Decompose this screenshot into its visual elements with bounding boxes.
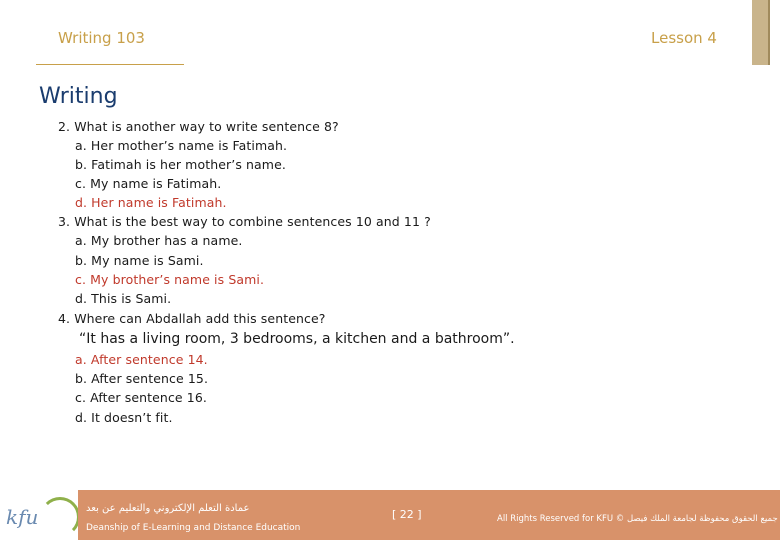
question-2-prompt: 2. What is another way to write sentence 8? xyxy=(58,119,339,134)
question-4-option-b: b. After sentence 15. xyxy=(75,371,209,386)
question-4-option-a-correct: a. After sentence 14. xyxy=(75,352,208,367)
header-divider xyxy=(36,64,184,65)
question-4-prompt: 4. Where can Abdallah add this sentence? xyxy=(58,311,326,326)
question-2-option-b: b. Fatimah is her mother’s name. xyxy=(75,157,286,172)
copyright-notice: All Rights Reserved for KFU © جميع الحقوق محفوظة لجامعة الملك فيصل xyxy=(497,514,778,524)
question-3-option-a: a. My brother has a name. xyxy=(75,233,243,248)
lesson-label: Lesson 4 xyxy=(651,29,717,47)
question-4-option-d: d. It doesn’t fit. xyxy=(75,410,173,425)
question-3-option-b: b. My name is Sami. xyxy=(75,253,204,268)
question-2-option-d-correct: d. Her name is Fatimah. xyxy=(75,195,227,210)
question-3-prompt: 3. What is the best way to combine sentences 10 and 11 ? xyxy=(58,214,431,229)
question-3-option-d: d. This is Sami. xyxy=(75,291,172,306)
logo-arc-icon xyxy=(40,497,80,537)
deanship-english: Deanship of E-Learning and Distance Education xyxy=(86,523,301,533)
corner-decoration xyxy=(752,0,768,65)
question-2-option-a: a. Her mother’s name is Fatimah. xyxy=(75,138,288,153)
course-title: Writing 103 xyxy=(58,29,145,47)
corner-decoration-line xyxy=(768,0,770,65)
deanship-arabic: عمادة التعلم الإلكتروني والتعليم عن بعد xyxy=(86,503,250,514)
logo-text: kfu xyxy=(6,505,39,529)
section-title: Writing xyxy=(39,84,118,109)
question-4-option-c: c. After sentence 16. xyxy=(75,390,207,405)
question-3-option-c-correct: c. My brother’s name is Sami. xyxy=(75,272,265,287)
question-2-option-c: c. My name is Fatimah. xyxy=(75,176,222,191)
page-number: [ 22 ] xyxy=(392,508,422,521)
question-4-quote: “It has a living room, 3 bedrooms, a kitchen and a bathroom”. xyxy=(79,331,515,347)
